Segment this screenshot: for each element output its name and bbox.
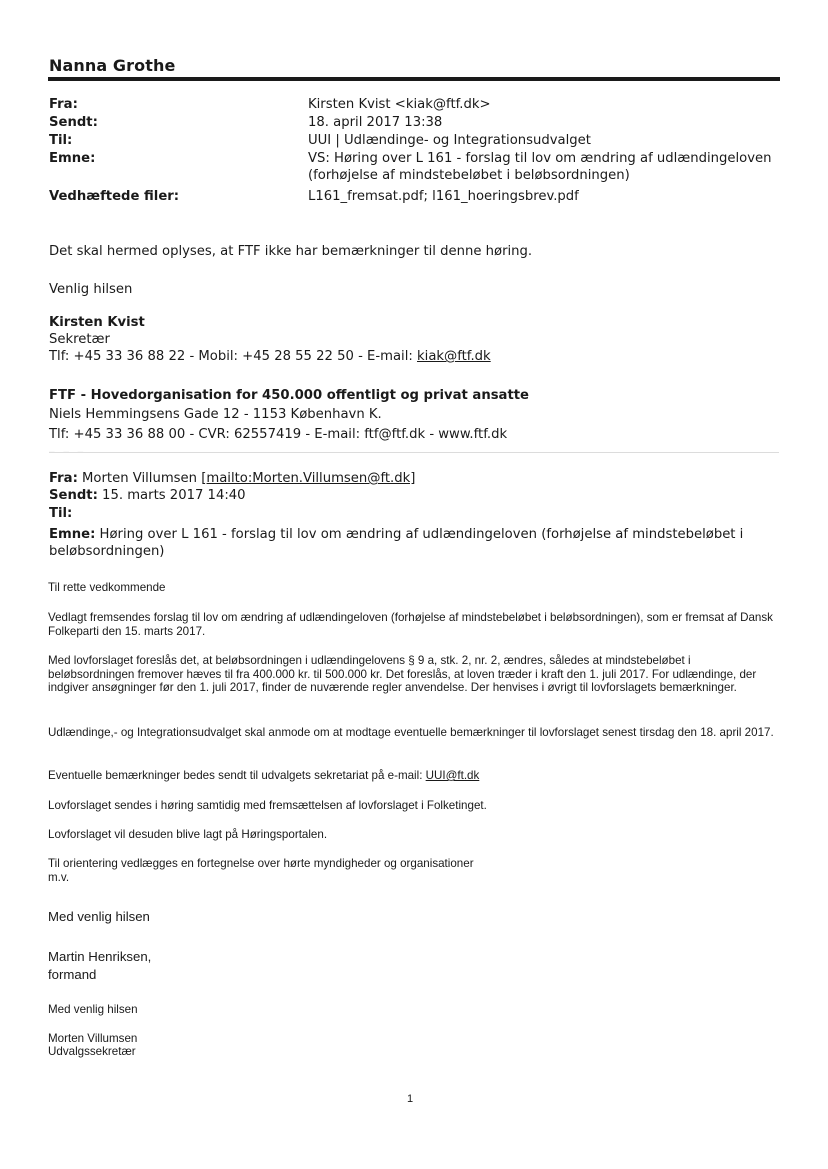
signer-1-title: formand — [48, 967, 97, 982]
forward-paragraph-7-line2: m.v. — [48, 871, 70, 884]
signer-2-title: Udvalgssekretær — [48, 1045, 136, 1058]
header-from-row — [49, 96, 491, 113]
forward-sent-label: Sendt: — [49, 488, 98, 503]
forward-sent-value: 15. marts 2017 14:40 — [97, 488, 246, 503]
header-attachments-row — [49, 188, 579, 205]
signature-name: Kirsten Kvist — [49, 315, 145, 330]
header-rule — [48, 77, 780, 81]
forward-subject-label: Emne: — [49, 527, 96, 542]
forward-paragraph-5: Lovforslaget sendes i høring samtidig med fremsættelsen af lovforslaget i Folketinget. — [48, 799, 487, 812]
signature-email-link[interactable]: kiak@ftf.dk — [417, 349, 491, 364]
forward-paragraph-7-line1: Til orientering vedlægges en fortegnelse over hørte myndigheder og organisationer — [48, 857, 474, 870]
closing-1: Med venlig hilsen — [48, 909, 150, 924]
subject-label: Emne: — [49, 151, 96, 166]
header-to-row — [49, 132, 591, 149]
closing-2: Med venlig hilsen — [48, 1003, 138, 1016]
attachments-value: L161_fremsat.pdf; l161_hoeringsbrev.pdf — [308, 189, 579, 204]
forward-subject-row — [49, 526, 749, 560]
forward-from-label: Fra: — [49, 471, 78, 486]
forward-paragraph-4 — [48, 769, 778, 783]
org-name: FTF - Hovedorganisation for 450.000 offentligt og privat ansatte — [49, 388, 530, 403]
from-label: Fra: — [49, 97, 78, 112]
to-label: Til: — [49, 133, 73, 148]
from-value: Kirsten Kvist <kiak@ftf.dk> — [308, 97, 491, 112]
forward-paragraph-3: Udlændinge,- og Integrationsudvalget skal anmode om at modtage eventuelle bemærkninger til lovforslaget senest tirsdag den 18. april 2017. — [48, 726, 774, 739]
committee-email-link[interactable]: UUI@ft.dk — [425, 769, 480, 782]
page-owner: Nanna Grothe — [49, 56, 176, 75]
forward-to-label: Til: — [49, 506, 73, 521]
signature-separator-dashes: – – – — [49, 447, 87, 458]
to-value: UUI | Udlændinge- og Integrationsudvalget — [308, 133, 591, 148]
page-number: 1 — [407, 1093, 414, 1105]
forward-to-row — [49, 505, 779, 522]
signature-contact — [49, 348, 779, 365]
forward-paragraph-4-text: Eventuelle bemærkninger bedes sendt til udvalgets sekretariat på e-mail: — [48, 769, 426, 782]
reply-body: Det skal hermed oplyses, at FTF ikke har bemærkninger til denne høring. — [49, 244, 533, 259]
org-address: Niels Hemmingsens Gade 12 - 1153 København K. — [49, 407, 382, 422]
forward-paragraph-2: Med lovforslaget foreslås det, at beløbsordningen i udlændingelovens § 9 a, stk. 2, nr. 2, ændres, således at mindstebeløbet i beløbsordningen fremover hæves til fra 400.000 kr. til 500.000 kr. Det foreslås, at loven træder i kraft den 1. juli 2017. For udlændinge, der indgiver ansøgninger før den 1. juli 2017, finder de nuværende regler anvendelse. Der henvises i øvrigt til lovforslagets bemærkninger. — [48, 654, 757, 694]
attachments-label: Vedhæftede filer: — [49, 189, 180, 204]
forward-subject-value: Høring over L 161 - forslag til lov om ændring af udlændingeloven (forhøjelse af mindstebeløbet i beløbsordningen) — [49, 527, 744, 559]
header-subject-row — [49, 150, 772, 183]
signature-title: Sekretær — [49, 332, 110, 347]
reply-greeting: Venlig hilsen — [49, 282, 133, 297]
subject-value: VS: Høring over L 161 - forslag til lov om ændring af udlændingeloven (forhøjelse af mindstebeløbet i beløbsordningen) — [308, 151, 772, 183]
forward-separator — [49, 452, 779, 454]
signer-2-name: Morten Villumsen — [48, 1032, 138, 1045]
forward-paragraph-1: Vedlagt fremsendes forslag til lov om ændring af udlændingeloven (forhøjelse af mindstebeløbet i beløbsordningen), som er fremsat af Dansk Folkeparti den 15. marts 2017. — [48, 611, 773, 638]
forward-paragraph-6: Lovforslaget vil desuden blive lagt på Høringsportalen. — [48, 828, 328, 841]
signer-1-name: Martin Henriksen, — [48, 949, 152, 964]
forward-salutation: Til rette vedkommende — [48, 581, 166, 594]
sent-value: 18. april 2017 13:38 — [308, 115, 443, 130]
signature-contact-text: Tlf: +45 33 36 88 22 - Mobil: +45 28 55 22 50 - E-mail: — [49, 349, 418, 364]
org-contact: Tlf: +45 33 36 88 00 - CVR: 62557419 - E-mail: ftf@ftf.dk - www.ftf.dk — [49, 427, 508, 442]
forward-from-name: Morten Villumsen — [77, 471, 202, 486]
forward-mailto-link[interactable]: [mailto:Morten.Villumsen@ft.dk] — [201, 471, 416, 486]
forward-sent-row — [49, 487, 779, 504]
header-sent-row — [49, 114, 443, 131]
forward-from-row — [49, 470, 779, 487]
sent-label: Sendt: — [49, 115, 98, 130]
